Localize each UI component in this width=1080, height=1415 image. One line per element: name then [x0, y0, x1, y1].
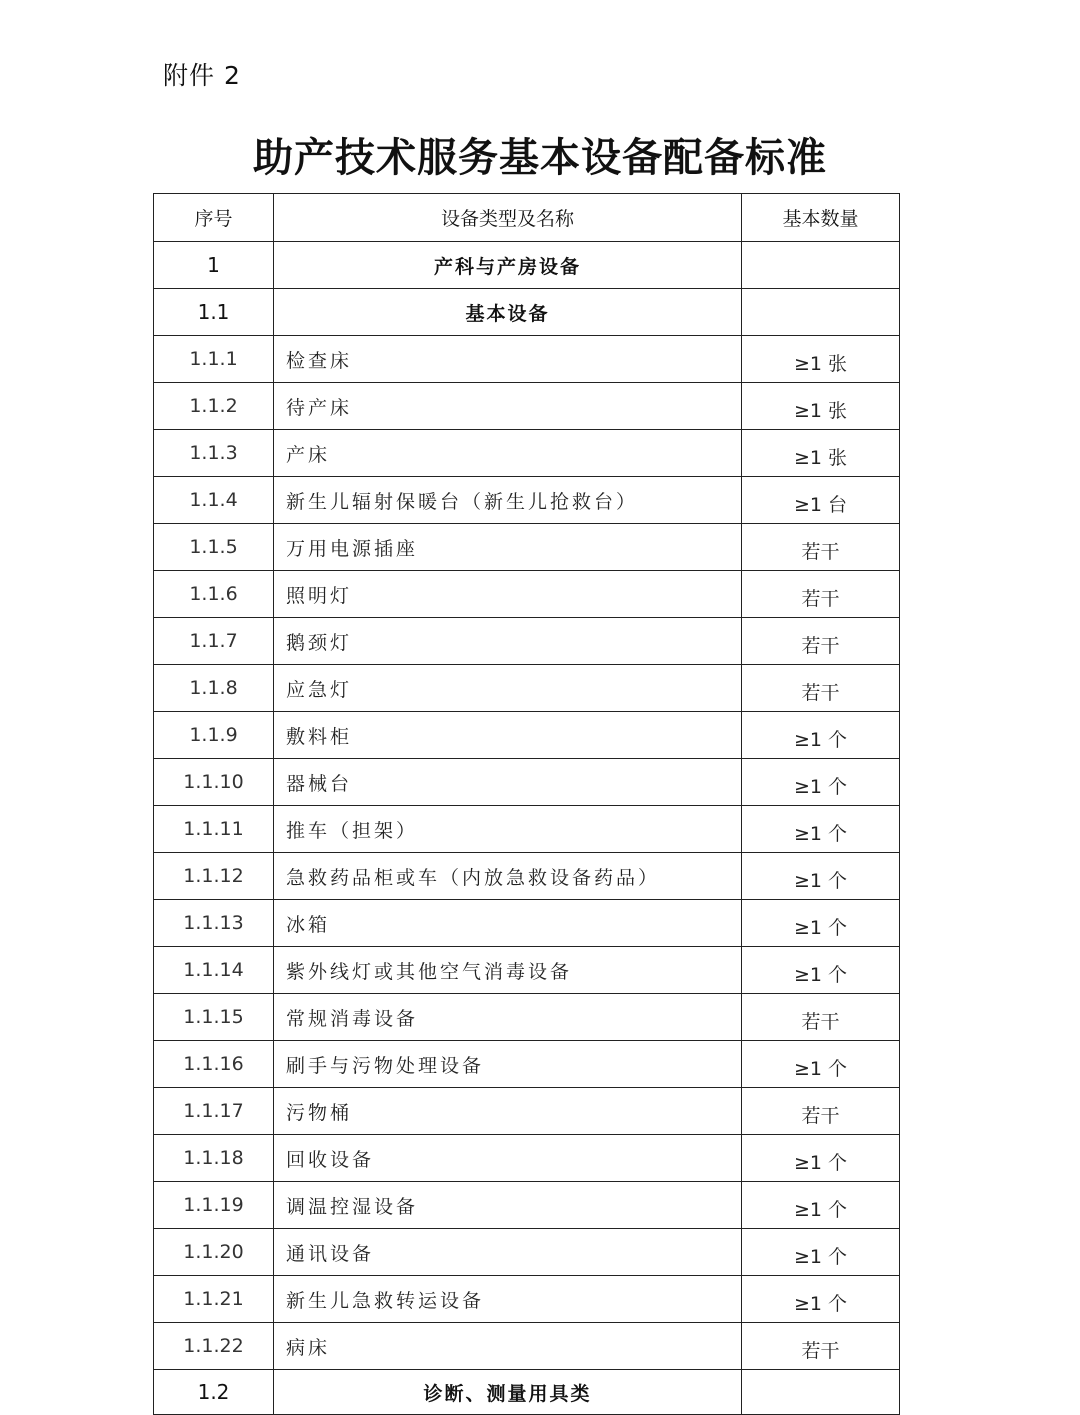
header-equipment-name: 设备类型及名称: [274, 194, 742, 242]
row-number: 1.1.10: [154, 759, 274, 806]
row-equipment-name: 新生儿急救转运设备: [274, 1276, 742, 1323]
row-number: 1.1: [154, 289, 274, 336]
table-row: [154, 900, 900, 947]
row-number: 1.1.18: [154, 1135, 274, 1182]
row-quantity: ≥1 个: [742, 1182, 900, 1229]
row-equipment-name: 待产床: [274, 383, 742, 430]
row-quantity: [742, 289, 900, 336]
row-number: 1.1.3: [154, 430, 274, 477]
row-number: 1.1.9: [154, 712, 274, 759]
row-equipment-name: 病床: [274, 1323, 742, 1370]
table-row: [154, 947, 900, 994]
row-number: 1.1.21: [154, 1276, 274, 1323]
row-quantity: [742, 242, 900, 289]
row-quantity: ≥1 个: [742, 900, 900, 947]
table-row: [154, 571, 900, 618]
table-row: [154, 477, 900, 524]
table-row: [154, 1229, 900, 1276]
row-quantity: 若干: [742, 618, 900, 665]
row-equipment-name: 万用电源插座: [274, 524, 742, 571]
row-quantity: ≥1 个: [742, 1276, 900, 1323]
table-row: [154, 524, 900, 571]
row-number: 1.1.6: [154, 571, 274, 618]
row-number: 1.1.13: [154, 900, 274, 947]
row-number: 1.1.12: [154, 853, 274, 900]
table-row: [154, 430, 900, 477]
row-equipment-name: 回收设备: [274, 1135, 742, 1182]
row-number: 1.1.7: [154, 618, 274, 665]
table-body: [154, 242, 900, 1415]
table-row: [154, 994, 900, 1041]
table-section-row: [154, 242, 900, 289]
row-equipment-name: 产科与产房设备: [274, 242, 742, 289]
row-quantity: 若干: [742, 665, 900, 712]
row-equipment-name: 常规消毒设备: [274, 994, 742, 1041]
row-equipment-name: 推车（担架）: [274, 806, 742, 853]
row-equipment-name: 鹅颈灯: [274, 618, 742, 665]
row-quantity: ≥1 张: [742, 336, 900, 383]
row-quantity: ≥1 台: [742, 477, 900, 524]
table-row: [154, 1323, 900, 1370]
row-equipment-name: 污物桶: [274, 1088, 742, 1135]
row-quantity: ≥1 个: [742, 712, 900, 759]
row-equipment-name: 紫外线灯或其他空气消毒设备: [274, 947, 742, 994]
row-equipment-name: 器械台: [274, 759, 742, 806]
row-number: 1.1.16: [154, 1041, 274, 1088]
row-equipment-name: 冰箱: [274, 900, 742, 947]
row-equipment-name: 基本设备: [274, 289, 742, 336]
row-quantity: ≥1 张: [742, 430, 900, 477]
table-row: [154, 1041, 900, 1088]
row-quantity: 若干: [742, 571, 900, 618]
equipment-table: [153, 193, 900, 1415]
table-section-row: [154, 1370, 900, 1415]
table-section-row: [154, 289, 900, 336]
row-equipment-name: 应急灯: [274, 665, 742, 712]
row-number: 1.1.8: [154, 665, 274, 712]
row-quantity: 若干: [742, 994, 900, 1041]
row-equipment-name: 检查床: [274, 336, 742, 383]
row-number: 1.1.19: [154, 1182, 274, 1229]
table-header-row: [154, 194, 900, 242]
row-number: 1.1.20: [154, 1229, 274, 1276]
row-number: 1.2: [154, 1370, 274, 1415]
row-quantity: 若干: [742, 524, 900, 571]
row-number: 1.1.17: [154, 1088, 274, 1135]
table-row: [154, 759, 900, 806]
table-row: [154, 383, 900, 430]
row-quantity: ≥1 个: [742, 1229, 900, 1276]
attachment-label: 附件 2: [163, 61, 241, 90]
row-number: 1.1.1: [154, 336, 274, 383]
row-quantity: ≥1 个: [742, 947, 900, 994]
row-quantity: [742, 1370, 900, 1415]
table-row: [154, 1276, 900, 1323]
row-number: 1.1.22: [154, 1323, 274, 1370]
table-row: [154, 618, 900, 665]
row-number: 1.1.4: [154, 477, 274, 524]
row-equipment-name: 调温控湿设备: [274, 1182, 742, 1229]
row-equipment-name: 新生儿辐射保暖台（新生儿抢救台）: [274, 477, 742, 524]
table-row: [154, 1182, 900, 1229]
row-equipment-name: 敷料柜: [274, 712, 742, 759]
document-title: 助产技术服务基本设备配备标准: [253, 135, 827, 181]
row-number: 1.1.2: [154, 383, 274, 430]
table-row: [154, 1135, 900, 1182]
row-equipment-name: 急救药品柜或车（内放急救设备药品）: [274, 853, 742, 900]
row-quantity: ≥1 个: [742, 806, 900, 853]
row-equipment-name: 照明灯: [274, 571, 742, 618]
table-row: [154, 336, 900, 383]
table-row: [154, 712, 900, 759]
row-equipment-name: 刷手与污物处理设备: [274, 1041, 742, 1088]
row-number: 1: [154, 242, 274, 289]
row-quantity: ≥1 个: [742, 1135, 900, 1182]
header-serial-number: 序号: [154, 194, 274, 242]
row-number: 1.1.11: [154, 806, 274, 853]
row-number: 1.1.5: [154, 524, 274, 571]
row-quantity: ≥1 个: [742, 759, 900, 806]
row-quantity: ≥1 个: [742, 853, 900, 900]
table-row: [154, 806, 900, 853]
row-equipment-name: 通讯设备: [274, 1229, 742, 1276]
row-equipment-name: 诊断、测量用具类: [274, 1370, 742, 1415]
row-quantity: ≥1 个: [742, 1041, 900, 1088]
table-row: [154, 1088, 900, 1135]
row-number: 1.1.14: [154, 947, 274, 994]
row-number: 1.1.15: [154, 994, 274, 1041]
table-row: [154, 665, 900, 712]
table-row: [154, 853, 900, 900]
header-basic-quantity: 基本数量: [742, 194, 900, 242]
row-quantity: 若干: [742, 1323, 900, 1370]
row-quantity: ≥1 张: [742, 383, 900, 430]
row-equipment-name: 产床: [274, 430, 742, 477]
row-quantity: 若干: [742, 1088, 900, 1135]
